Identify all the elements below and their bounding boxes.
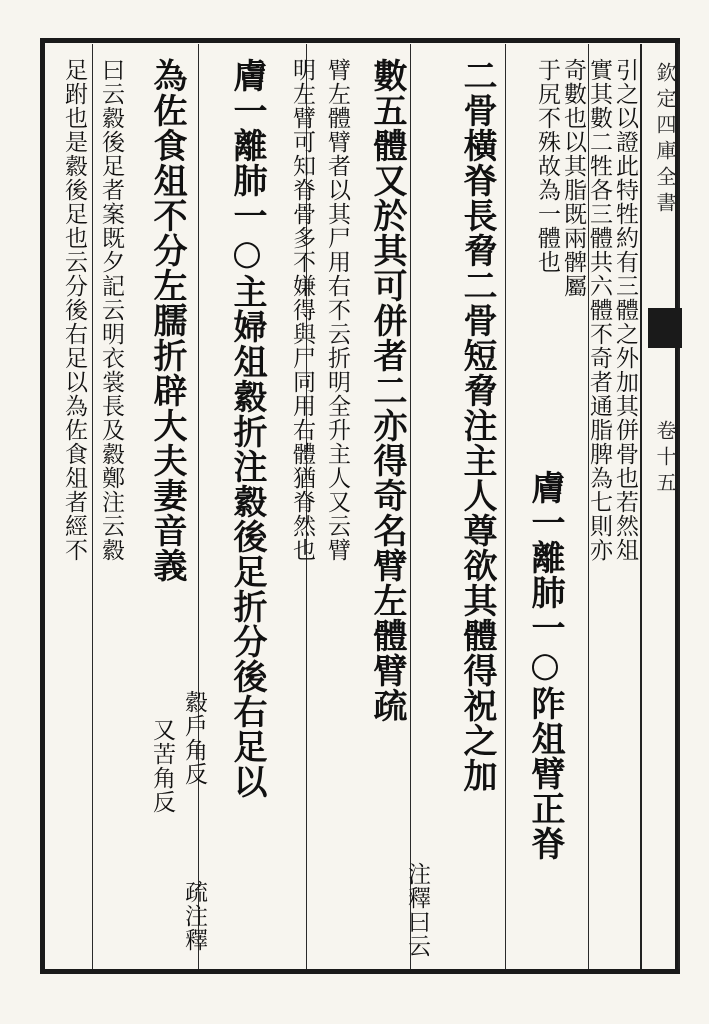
- text-column-2: 實其數二牲各三體共六體不奇者通脂脾為七則亦: [586, 58, 612, 562]
- text-column-1: 引之以證此特牲約有三體之外加其併骨也若然俎: [612, 58, 638, 562]
- text-column-6: 二骨橫脊長脅二骨短脅注主人尊欲其體得祝之加: [457, 58, 497, 793]
- book-title: 欽定四庫全書: [653, 62, 677, 218]
- column-rule: [198, 44, 199, 969]
- text-column-12: 曰云縠後足者案既夕記云明衣裳長及縠鄭注云縠: [98, 58, 124, 562]
- annotation-small-2: 縠戶角反: [181, 690, 207, 786]
- column-rule: [505, 44, 506, 969]
- text-column-7: 數五體又於其可併者二亦得奇名臂左體臂疏: [367, 58, 407, 723]
- text-column-13: 足跗也是縠後足也云分後右足以為佐食俎者經不: [61, 58, 87, 562]
- volume-number: 卷十五: [653, 420, 677, 498]
- annotation-small-4: 疏注釋: [181, 880, 207, 952]
- column-rule: [92, 44, 93, 969]
- text-column-9: 明左臂可知脊骨多不嫌得與尸同用右體猶脊然也: [289, 58, 315, 562]
- text-column-5: 膚一離肺一○阼俎臂正脊: [525, 470, 565, 861]
- text-column-8: 臂左體臂者以其尸用右不云折明全升主人又云臂: [324, 58, 350, 562]
- annotation-small-1: 注釋曰云: [404, 862, 430, 958]
- text-column-4: 于尻不殊故為一體也: [534, 58, 560, 274]
- text-column-3: 奇數也以其脂既兩髀屬: [560, 58, 586, 298]
- text-column-11: 為佐食俎不分左臑折辟大夫妻音義: [147, 58, 187, 583]
- annotation-small-3: 又苦角反: [149, 718, 175, 814]
- fishtail-mark: [648, 308, 682, 348]
- text-column-10: 膚一離肺一○主婦俎縠折注縠後足折分後右足以: [227, 58, 267, 799]
- column-rule: [410, 44, 411, 969]
